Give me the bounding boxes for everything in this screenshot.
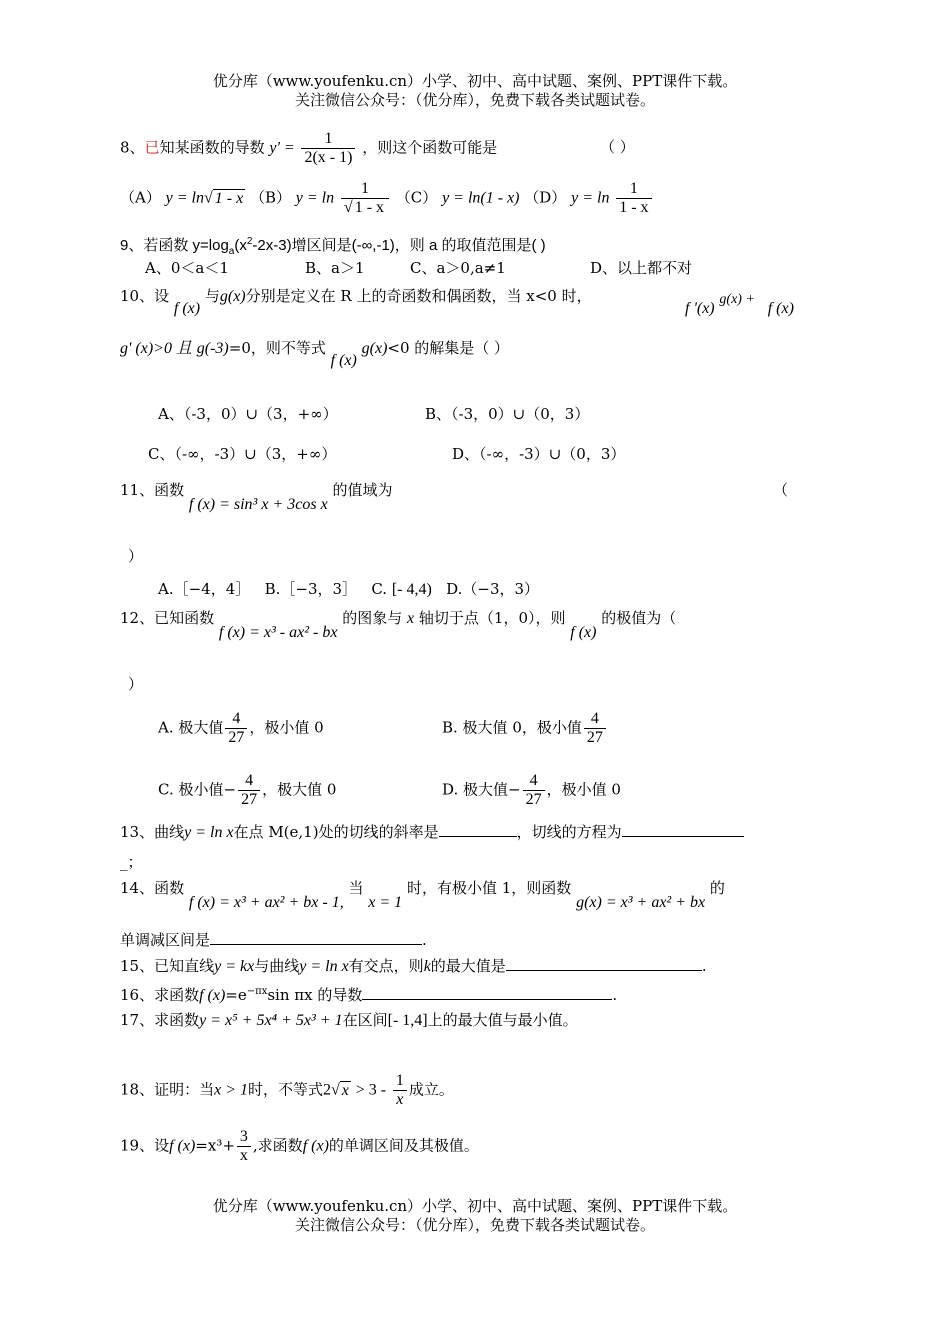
fraction: $\frac{4}{27}$ [523,772,545,809]
q10-option-c: C、（-∞，-3）∪（3，+∞） [148,445,337,463]
answer-paren-open: （ [773,481,789,499]
question-8: 8、已知某函数的导数 y' = $\frac{1}{2(x - 1)}$ ，则这个函数可能是 [120,130,498,166]
answer-blank [506,956,702,971]
fraction: $\frac{1}{√ 1 - x}$ [341,180,389,217]
answer-blank [210,930,422,945]
answer-paren-close: ） [128,675,144,693]
answer-blank [439,822,517,837]
answer-paren: （ ） [600,138,635,156]
q9-option-a: A、0＜a＜1 [145,259,229,277]
question-19: 19、设f (x)=x³+ $\frac{3}{x}$ ,求函数f (x)的单调区间及其极值。 [120,1128,479,1164]
red-char: 已 [144,138,160,157]
fraction: $\frac{4}{27}$ [225,710,247,747]
answer-paren-close: ） [128,547,144,565]
question-13: 13、曲线y = ln x在点 M(e,1)处的切线的斜率是 ，切线的方程为 [120,822,744,843]
q9-option-c: C、a＞0,a≠1 [410,259,506,277]
question-12: 12、已知函数 f (x) = x³ - ax² - bx 的图象与 x 轴切于点（1，0），则 f (x) 的极值为（ [120,609,677,641]
q10-option-d: D、（-∞，-3）∪（0，3） [452,445,626,463]
q10-option-b: B、（-3，0）∪（0，3） [425,405,590,423]
q12-option-a: A. 极大值 $\frac{4}{27}$ ，极小值 0 [158,710,324,746]
header-line-1: 优分库（www.youfenku.cn）小学、初中、高中试题、案例、PPT课件下载。 [212,72,738,90]
question-18: 18、证明：当x > 1时，不等式2√ x > 3 - $\frac{1}{x}$ 成立。 [120,1072,454,1108]
question-9: 9、若函数 $y=\log_a(x^2-2x-3)$增区间是(-∞,-1)，则 a 的取值范围是( ) [120,236,546,257]
question-11: 11、函数 f (x) = sin³ x + 3cos x 的值域为 [120,481,393,513]
question-10-line2: g' (x)>0 且 g(-3)=0，则不等式 f (x) g(x)<0 的解集是（ ） [120,339,510,369]
q13-tail: _； [120,853,143,871]
question-14: 14、函数 f (x) = x³ + ax² + bx - 1, 当 x = 1 时，有极小值 1，则函数 g(x) = x³ + ax² + bx 的 [120,879,725,911]
answer-blank [362,985,612,1000]
fraction: $\frac{4}{27}$ [238,772,260,809]
answer-blank [622,822,744,837]
fraction: $\frac{3}{x}$ [237,1128,251,1165]
question-10: 10、设 f (x) 与g(x)分别是定义在 R 上的奇函数和偶函数，当 x<0 时， [120,287,592,317]
q12-option-d: D. 极大值− $\frac{4}{27}$ ，极小值 0 [442,772,621,808]
question-14-line2: 单调减区间是 . [120,931,427,949]
q9-option-d: D、以上都不对 [590,259,693,277]
fraction: $\frac{4}{27}$ [584,710,606,747]
question-15: 15、已知直线y = kx与曲线y = ln x有交点，则k的最大值是 . [120,957,707,975]
q11-options: A.［−4，4］ B.［−3，3］ C. [- 4,4) D.（−3，3） [158,580,540,598]
fraction: $\frac{1}{1 - x}$ [616,180,651,217]
question-16: 16、求函数f $(x)=e^{-\pi x}\sin$ πx 的导数 . [120,986,618,1004]
fraction: $\frac{1}{2(x - 1)}$ [301,130,355,167]
q10-expr: f '(x) g(x) + f (x) [685,292,794,317]
footer-line-2: 关注微信公众号：（优分库），免费下载各类试题试卷。 [294,1216,655,1234]
question-8-options: （A） y = ln√ 1 - x （B） y = ln $\frac{1}{√ 1 - x}$ （C） y = ln(1 - x) （D） y = ln $\frac{1}{1 - x}$ [120,180,654,217]
q12-option-c: C. 极小值− $\frac{4}{27}$ ，极大值 0 [158,772,337,808]
q9-option-b: B、a＞1 [305,259,365,277]
footer-line-1: 优分库（www.youfenku.cn）小学、初中、高中试题、案例、PPT课件下载。 [212,1197,738,1215]
question-17: 17、求函数y = x⁵ + 5x⁴ + 5x³ + 1在区间[- 1,4]上的最大值与最小值。 [120,1011,578,1029]
q12-option-b: B. 极大值 0，极小值 $\frac{4}{27}$ [442,710,608,747]
header-line-2: 关注微信公众号：（优分库），免费下载各类试题试卷。 [294,91,655,109]
q10-option-a: A、（-3，0）∪（3，+∞） [158,405,338,423]
fraction: $\frac{1}{x}$ [393,1072,407,1109]
